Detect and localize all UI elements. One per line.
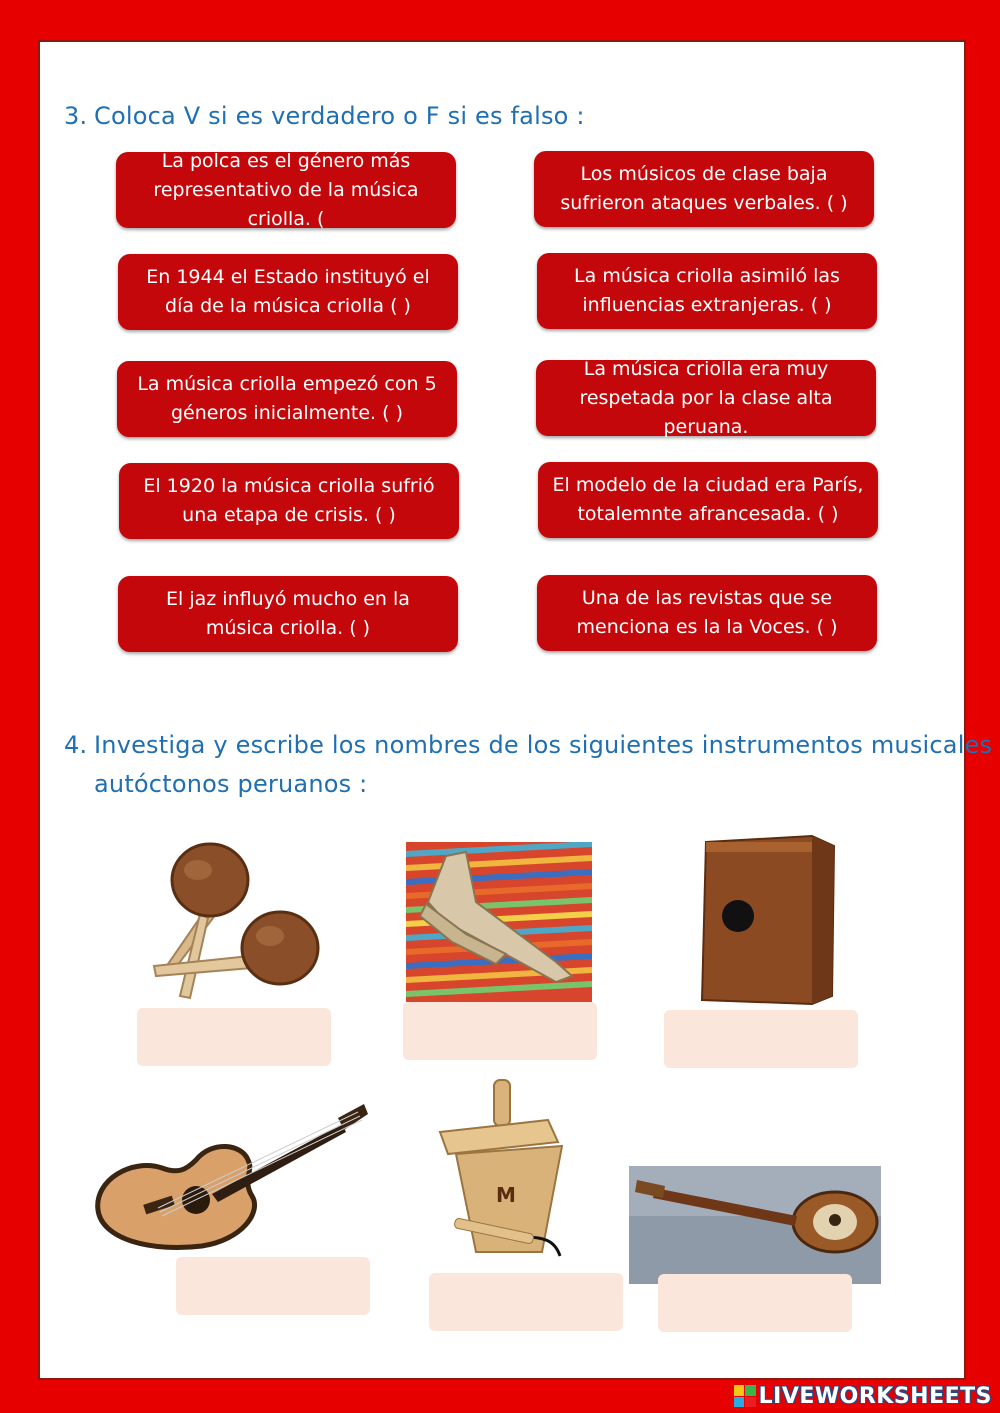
answer-input-cajon[interactable] — [664, 1010, 858, 1068]
section-4-title-line2: autóctonos peruanos : — [94, 770, 368, 798]
liveworksheets-badge-icon — [734, 1385, 756, 1407]
statement-card-5[interactable]: La música criolla empezó con 5 géneros inicialmente. ( ) — [117, 361, 457, 437]
statement-card-9[interactable]: El jaz influyó mucho en la música criolla. ( ) — [118, 576, 458, 652]
maracas-image — [140, 836, 330, 1006]
statement-card-1[interactable]: La polca es el género más representativo de la música criolla. ( — [116, 152, 456, 228]
section-3-number: 3. — [64, 102, 88, 130]
answer-input-maracas[interactable] — [137, 1008, 331, 1066]
answer-input-jawbone[interactable] — [403, 1002, 597, 1060]
statement-card-10[interactable]: Una de las revistas que se menciona es la la Voces. ( ) — [537, 575, 877, 651]
answer-input-cajita[interactable] — [429, 1273, 623, 1331]
liveworksheets-logo — [734, 1383, 992, 1409]
charango-image — [629, 1166, 881, 1284]
donkey-jawbone-image — [406, 842, 592, 1002]
section-3-title: Coloca V si es verdadero o F si es falso : — [94, 102, 585, 130]
section-3-heading — [64, 102, 585, 130]
statement-card-8[interactable]: El modelo de la ciudad era París, totalemnte afrancesada. ( ) — [538, 462, 878, 538]
answer-input-charango[interactable] — [658, 1274, 852, 1332]
cajita-image — [430, 1076, 620, 1272]
section-4-title-line1: Investiga y escribe los nombres de los siguientes instrumentos musicales — [94, 731, 993, 759]
brand-name: LIVEWORKSHEETS — [758, 1383, 992, 1409]
section-4-heading — [64, 726, 992, 804]
section-4-number: 4. — [64, 731, 88, 759]
svg-text:M: M — [496, 1183, 516, 1207]
cajon-image — [662, 828, 862, 1008]
statement-card-6[interactable]: La música criolla era muy respetada por la clase alta peruana. — [536, 360, 876, 436]
guitar-image — [92, 1100, 368, 1254]
answer-input-guitar[interactable] — [176, 1257, 370, 1315]
statement-card-2[interactable]: Los músicos de clase baja sufrieron ataques verbales. ( ) — [534, 151, 874, 227]
statement-card-3[interactable]: En 1944 el Estado instituyó el día de la música criolla ( ) — [118, 254, 458, 330]
statement-card-4[interactable]: La música criolla asimiló las influencias extranjeras. ( ) — [537, 253, 877, 329]
statement-card-7[interactable]: El 1920 la música criolla sufrió una etapa de crisis. ( ) — [119, 463, 459, 539]
